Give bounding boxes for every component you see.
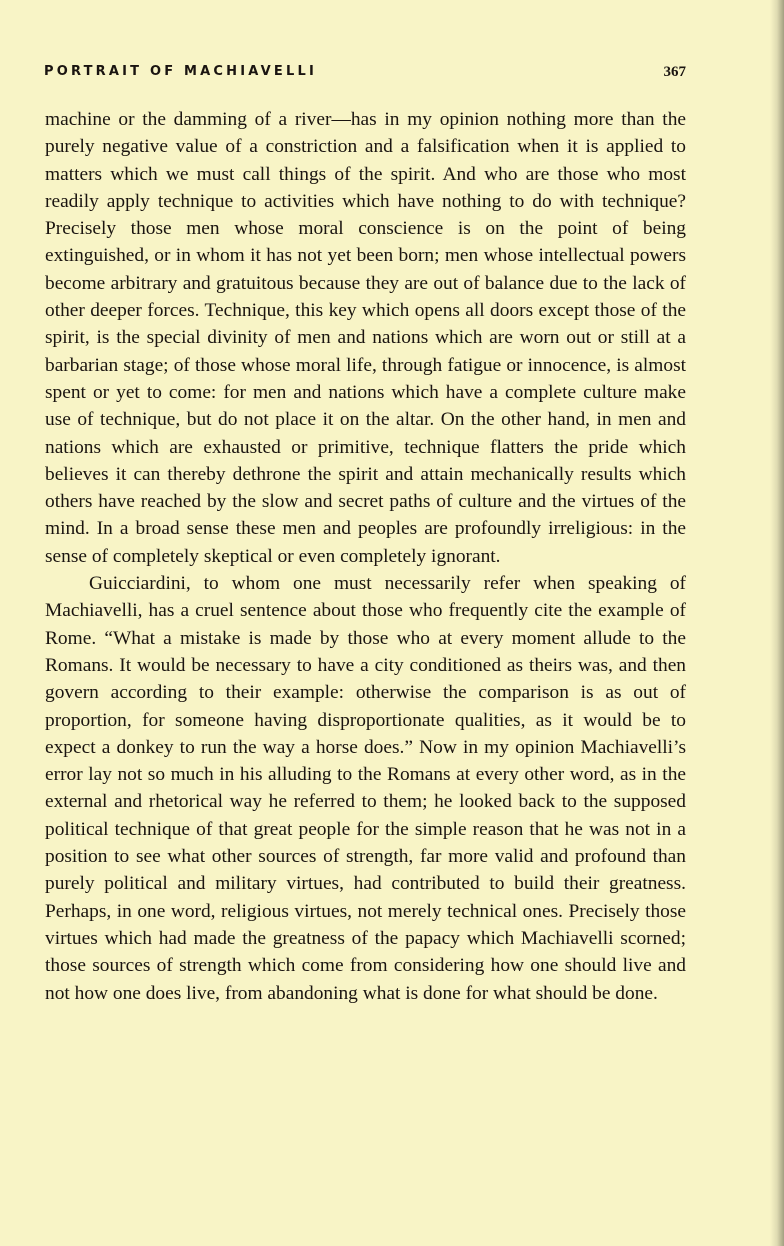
running-head	[44, 64, 686, 86]
page-edge-shadow	[770, 0, 784, 1246]
body-text	[45, 106, 686, 1007]
page-number: 367	[663, 64, 686, 80]
paragraph-continued: machine or the damming of a river—has in my opinion nothing more than the purely negative value of a constriction and a falsification when it is applied to matters which we must call things of the spirit. And who are those who most readily apply technique to activities which have nothing to do with technique? Precisely those men whose moral conscience is on the point of being extinguished, or in whom it has not yet been born; men whose intellectual powers become arbitrary and gratuitous because they are out of balance due to the lack of other deeper forces. Technique, this key which opens all doors except those of the spirit, is the special divinity of men and nations which are worn out or still at a barbarian stage; of those whose moral life, through fatigue or innocence, is almost spent or yet to come: for men and nations which have a complete culture make use of technique, but do not place it on the altar. On the other hand, in men and nations which are exhausted or primitive, technique flatters the pride which believes it can thereby dethrone the spirit and attain mechanically results which others have reached by the slow and secret paths of culture and the virtues of the mind. In a broad sense these men and peoples are profoundly irreligious: in the sense of completely skeptical or even completely ignorant.	[45, 109, 686, 567]
running-head-title: PORTRAIT OF MACHIAVELLI	[44, 64, 318, 79]
paragraph-guicciardini: Guicciardini, to whom one must necessarily refer when speaking of Machiavelli, has a cruel sentence about those who frequently cite the example of Rome. “What a mistake is made by those who at every moment allude to the Romans. It would be necessary to have a city conditioned as theirs was, and then govern according to their example: otherwise the comparison is as out of proportion, for someone having disproportionate qualities, as it would be to expect a donkey to run the way a horse does.” Now in my opinion Machiavelli’s error lay not so much in his alluding to the Romans at every other word, as in the external and rhetorical way he referred to them; he looked back to the supposed political technique of that great people for the simple reason that he was not in a position to see what other sources of strength, far more valid and profound than purely political and military virtues, had contributed to build their greatness. Perhaps, in one word, religious virtues, not merely technical ones. Precisely those virtues which had made the greatness of the papacy which Machiavelli scorned; those sources of strength which come from considering how one should live and not how one does live, from abandoning what is done for what should be done.	[45, 573, 686, 1004]
